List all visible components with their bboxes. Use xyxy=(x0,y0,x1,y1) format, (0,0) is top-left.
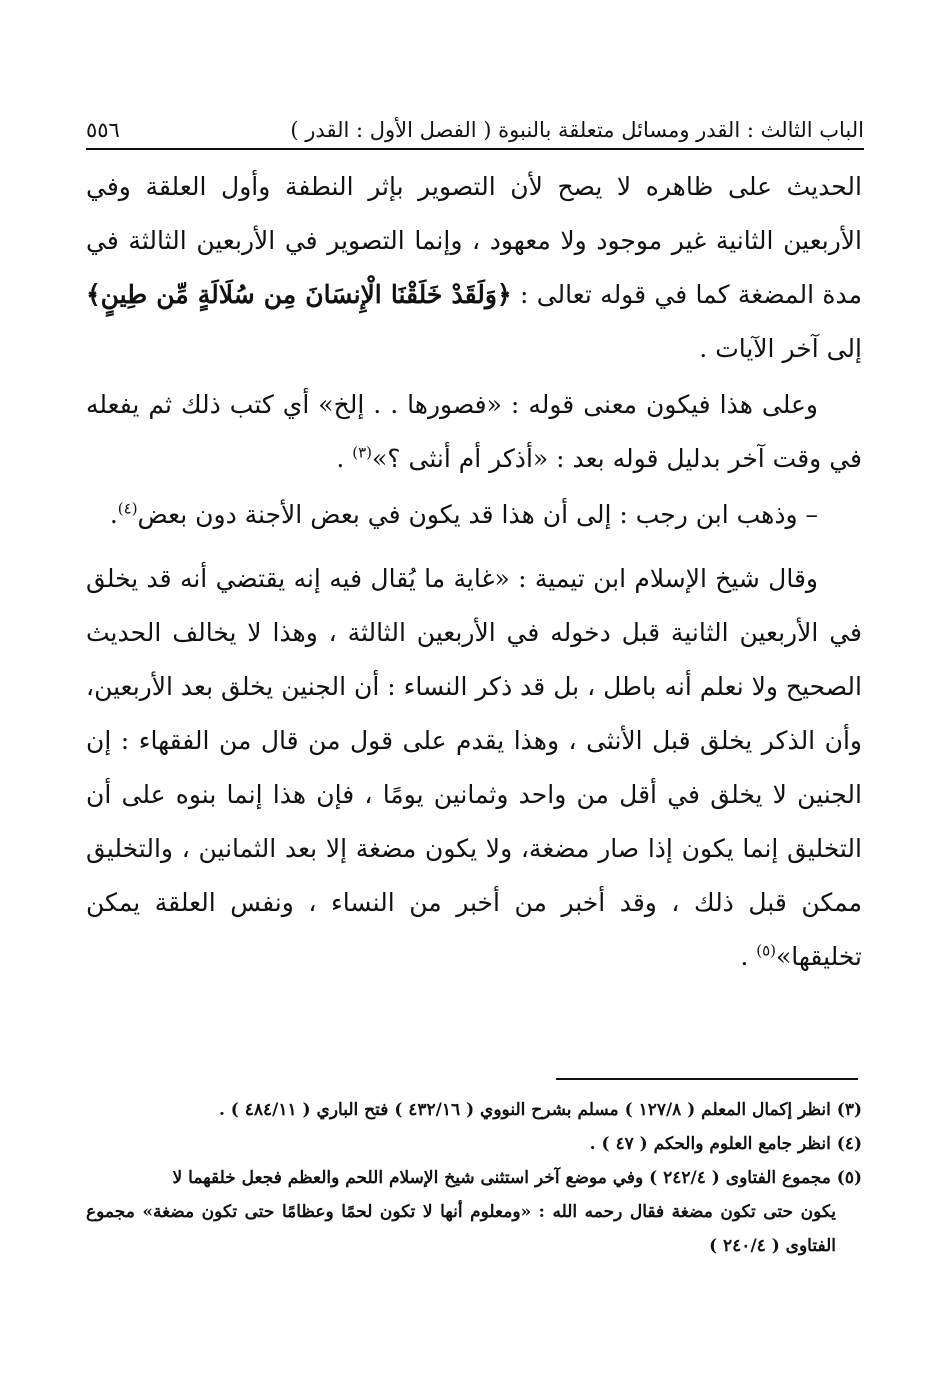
footnote-ref-4: (٤) xyxy=(117,499,138,518)
footnote-ref-5: (٥) xyxy=(756,941,776,960)
paragraph-4-text: وقال شيخ الإسلام ابن تيمية : «غاية ما يُقال فيه إنه يقتضي أنه قد يخلق في الأربعين الثانية قبل دخوله في الأربعين الثالثة ، وهذا لا يخالف الحديث الصحيح ولا نعلم أنه باطل ، بل قد ذكر النساء : أن الجنين يخلق بعد الأربعين، وأن الذكر يخلق قبل الأنثى ، وهذا يقدم على قول من قال من الفقهاء : إن الجنين لا يخلق في أقل من واحد وثمانين يومًا ، فإن هذا إنما بنوه على أن التخليق إنما يكون إذا صار مضغة، ولا يكون مضغة إلا بعد الثمانين ، والتخليق ممكن قبل ذلك ، وقد أخبر من أخبر من النساء ، ونفس العلقة يمكن تخليقها» xyxy=(86,564,862,971)
footnote-ref-3: (٣) xyxy=(352,443,372,462)
header-rule xyxy=(86,148,864,150)
quran-verse: ﴿وَلَقَدْ خَلَقْنَا الْإِنسَانَ مِن سُلَالَةٍ مِّن طِينٍ﴾ xyxy=(86,280,512,309)
footnotes xyxy=(86,1093,862,1263)
page-number: ٥٥٦ xyxy=(86,118,120,142)
footnote-separator xyxy=(556,1078,858,1080)
footnote-4: (٤) انظر جامع العلوم والحكم ( ٤٧ ) . xyxy=(589,1134,862,1154)
footnote-3: (٣) انظر إكمال المعلم ( ١٢٧/٨ ) مسلم بشرح النووي ( ٤٣٢/١٦ ) فتح الباري ( ٤٨٤/١١ ) . xyxy=(218,1100,862,1120)
chapter-title: الباب الثالث : القدر ومسائل متعلقة بالنبوة ( الفصل الأول : القدر ) xyxy=(290,118,864,142)
paragraph-3 xyxy=(86,488,862,542)
main-text xyxy=(86,160,862,984)
running-header xyxy=(86,112,864,148)
paragraph-4 xyxy=(86,552,862,984)
paragraph-2-end: . xyxy=(336,444,353,473)
paragraph-2 xyxy=(86,378,862,486)
paragraph-2-text: وعلى هذا فيكون معنى قوله : «فصورها . . إلخ» أي كتب ذلك ثم يفعله في وقت آخر بدليل قوله بعد : «أذكر أم أنثى ؟» xyxy=(86,390,862,473)
paragraph-3-end: . xyxy=(109,500,118,529)
paragraph-4-end: . xyxy=(740,942,757,971)
paragraph-3-text: – وذهب ابن رجب : إلى أن هذا قد يكون في بعض الأجنة دون بعض xyxy=(137,500,818,529)
footnote-5-continued: يكون حتى تكون مضغة فقال رحمه الله : «ومعلوم أنها لا تكون لحمًا وعظامًا حتى تكون مضغة» مجموع الفتاوى ( ٢٤٠/٤ ) xyxy=(86,1202,836,1256)
paragraph-1-text: الحديث على ظاهره لا يصح لأن التصوير بإثر النطفة وأول العلقة وفي الأربعين الثانية غير موجود ولا معهود ، وإنما التصوير في الأربعين الثالثة في مدة المضغة كما في قوله تعالى : xyxy=(86,172,862,309)
paragraph-1-end: إلى آخر الآيات . xyxy=(699,334,862,363)
footnote-5-first-line: (٥) مجموع الفتاوى ( ٢٤٢/٤ ) وفي موضع آخر استثنى شيخ الإسلام اللحم والعظم فجعل خلقهما لا xyxy=(172,1168,862,1188)
paragraph-1 xyxy=(86,160,862,376)
